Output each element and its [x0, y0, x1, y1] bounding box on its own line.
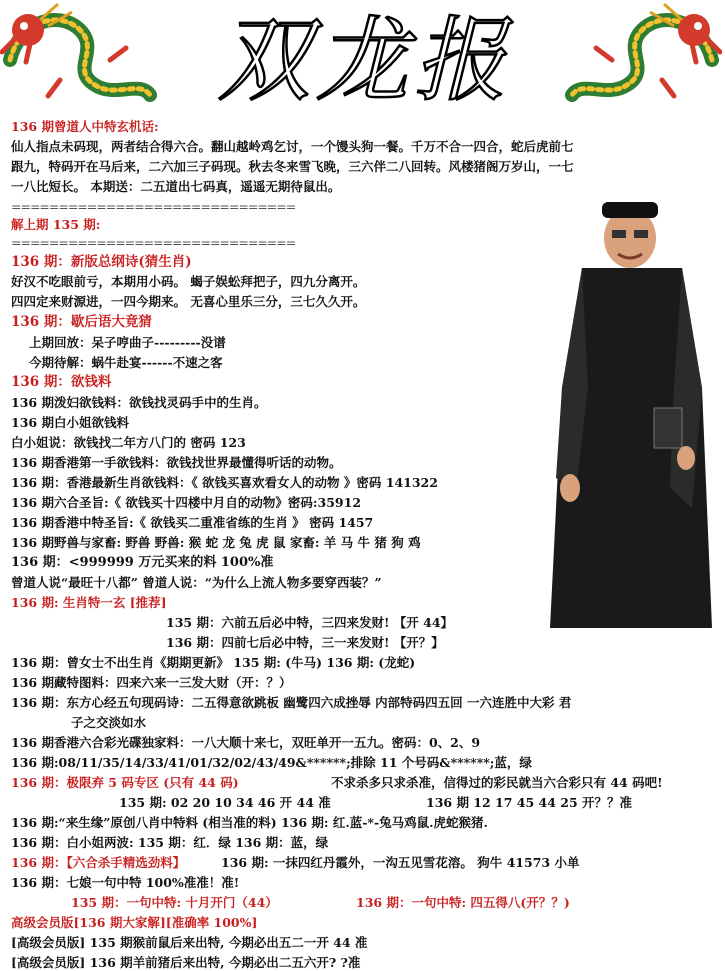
section-heading: 136 期：新版总纲诗(猜生肖): [11, 254, 192, 270]
separator: ==============================: [11, 235, 296, 250]
text-line: 不求杀多只求杀准，信得过的彩民就当六合彩只有 44 码吧!: [331, 775, 663, 790]
text-line: 136 期香港中特圣旨:《 欲钱买二重准省练的生肖 》 密码 1457: [11, 515, 374, 530]
section-heading: 高级会员版[136 期大家解][准确率 100%]: [11, 915, 258, 930]
text-line: 一八比短长。 本期送：二五道出七码真，遥遥无期待鼠出。: [11, 179, 341, 194]
text-line: 136 期曾道人中特玄机话:: [11, 119, 159, 134]
dragon-right-icon: [562, 0, 722, 112]
text-line: 136 期：七娘一句中特 100%准准！准!: [11, 875, 240, 890]
text-line: 好汉不吃眼前亏，本期用小码。 蝎子娱蚣拜把子，四九分离开。: [11, 274, 366, 289]
text-line: 135 期: 02 20 10 34 46 开 44 准: [119, 795, 331, 810]
text-line: 136 期六合圣旨:《 欲钱买十四楼中月自的动物》密码:35912: [11, 495, 362, 510]
text-line: 白小姐说：欲钱找二年方八门的 密码 123: [11, 435, 246, 450]
section-heading: 136 期：极限弃 5 码专区 (只有 44 码): [11, 775, 239, 790]
text-line: 136 期：曾女士不出生肖《期期更新》 135 期: (牛马) 136 期: (龙蛇): [11, 655, 416, 670]
text-line: 四四定来财源进，一四今期来。 无喜心里乐三分，三七久久开。: [11, 294, 366, 309]
text-line: 135 期：六前五后必中特，三四来发财! 【开 44】: [166, 615, 454, 630]
text-line: 136 期：白小姐两波: 135 期：红．绿 136 期：蓝，绿: [11, 835, 329, 850]
text-line: 136 期：四前七后必中特，三一来发财! 【开？】: [166, 635, 444, 650]
section-heading: 136 期: 生肖特一玄 [推荐]: [11, 595, 167, 610]
text-line: 136 期：东方心经五句现码诗：二五得意欲跳板 幽鹭四六成挫辱 内部特码四五回 一六连胜中大彩 君: [11, 695, 572, 710]
text-line: 136 期 12 17 45 44 25 开？？准: [426, 795, 633, 810]
header-banner: [0, 0, 725, 112]
text-line: 今期待解：蜗牛赴宴------不速之客: [29, 355, 223, 370]
text-line: [高级会员版] 135 期猴前鼠后来出特, 今期必出五二一开 44 准: [11, 935, 368, 950]
text-line: 136 期白小姐欲钱料: [11, 415, 129, 430]
text-line: 解上期 135 期:: [11, 217, 101, 232]
page-title: [175, 6, 555, 106]
text-line: 136 期：一句中特: 四五得八(开？？): [356, 895, 570, 910]
dragon-left-icon: [0, 0, 160, 112]
text-line: 136 期泼妇欲钱料：欲钱找灵码手中的生肖。: [11, 395, 267, 410]
text-line: 136 期:08/11/35/14/33/41/01/32/02/43/49&******;排除 11 个号码&******;蓝，绿: [11, 755, 532, 770]
person-photo: [542, 188, 717, 640]
text-line: 仙人指点未码现，两者结合得六合。翻山越岭鸡乞讨，一个馒头狗一餐。千万不合一四合，蛇后虎前七: [11, 139, 574, 154]
text-line: 上期回放：呆子哼曲子---------没谱: [29, 335, 226, 350]
section-heading: 136 期：歇后语大竟猜: [11, 314, 152, 330]
text-line: [高级会员版] 136 期羊前猪后来出特, 今期必出二五六开? ?准: [11, 955, 361, 970]
text-line: 136 期香港第一手欲钱料：欲钱找世界最懂得听话的动物。: [11, 455, 342, 470]
text-line: 136 期：香港最新生肖欲钱料：《 欲钱买喜欢看女人的动物 》密码 141322: [11, 475, 438, 490]
text-line: 子之交淡如水: [71, 715, 147, 730]
section-heading: 136 期：【六合杀手精选劲料】: [11, 855, 186, 870]
text-line: 136 期藏特图料：四来六来一三发大财（开：？）: [11, 675, 292, 690]
section-heading: 136 期：欲钱料: [11, 374, 112, 390]
text-line: 136 期：<999999 万元买来的料 100%准: [11, 555, 274, 570]
separator: ==============================: [11, 199, 296, 214]
title-text: 双龙报: [217, 7, 513, 106]
text-line: 136 期: 一抹四红丹霞外，一沟五见雪花溶。 狗牛 41573 小单: [221, 855, 580, 870]
text-line: 曾道人说“最旺十八都” 曾道人说：“为什么上流人物多要穿西装？”: [11, 575, 382, 590]
text-line: 136 期香港六合彩光碟独家料：一八大顺十来七，双旺单开一五九。密码：0、2、9: [11, 735, 481, 750]
text-line: 135 期：一句中特: 十月开门（44）: [71, 895, 278, 910]
text-line: 跟九，特码开在马后来，二六加三子码现。秋去冬来雪飞晚，三六伴二八回转。风楼猪阁万岁山，一七: [11, 159, 574, 174]
text-line: 136 期:“来生缘”原创八肖中特料 (相当准的料) 136 期: 红.蓝-*-兔马鸡鼠.虎蛇猴猪.: [11, 815, 488, 830]
text-line: 136 期野兽与家畜: 野兽 野兽: 猴 蛇 龙 兔 虎 鼠 家畜: 羊 马 牛 猪 狗 鸡: [11, 535, 421, 550]
